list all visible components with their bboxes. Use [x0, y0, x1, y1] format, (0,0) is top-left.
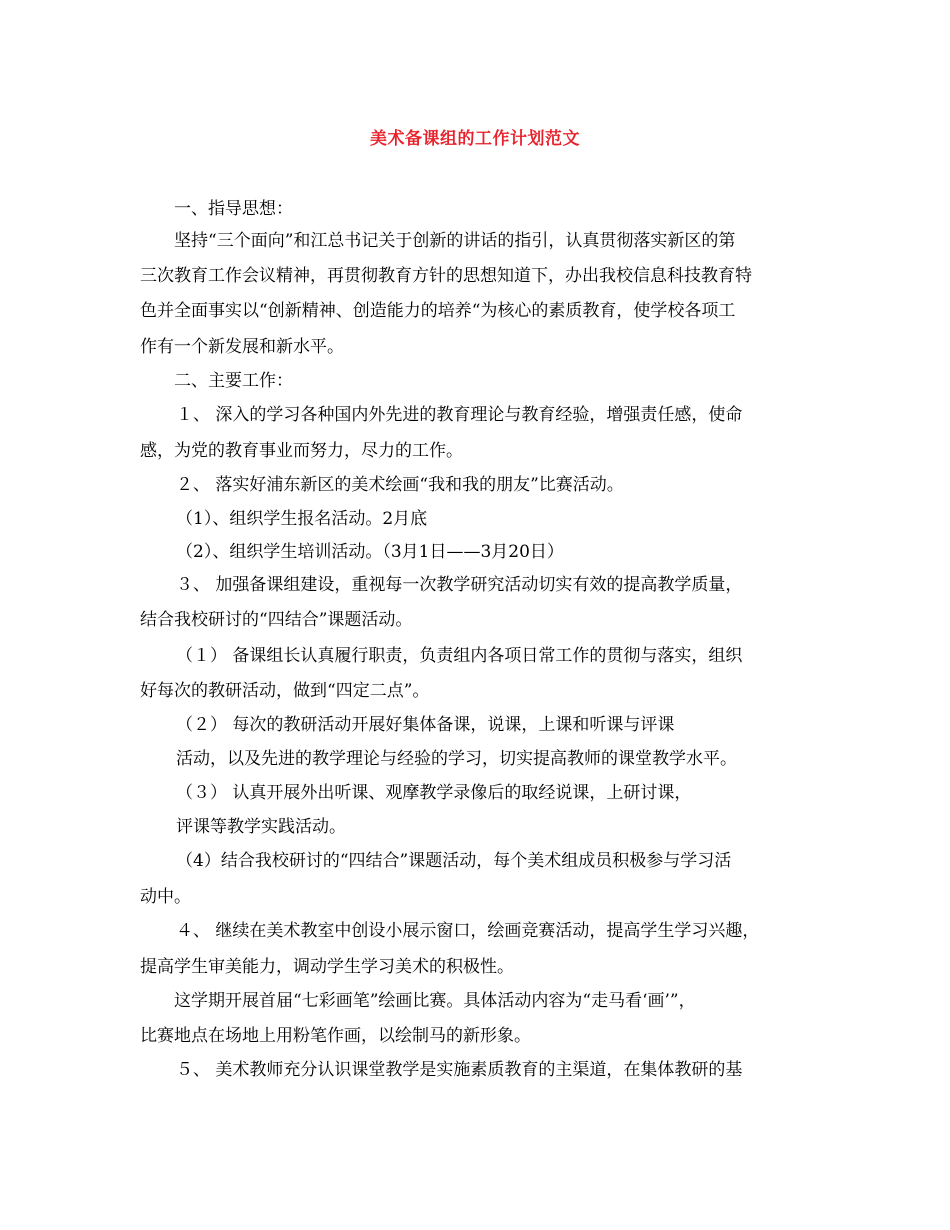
paragraph-line: 坚持“三个面向”和江总书记关于创新的讲话的指引，认真贯彻落实新区的第	[174, 231, 736, 251]
paragraph-line: 评课等教学实践活动。	[176, 817, 346, 837]
list-item-5: ５、 美术教师充分认识课堂教学是实施素质教育的主渠道，在集体教研的基	[176, 1060, 743, 1080]
list-item-4: ４、 继续在美术教室中创设小展示窗口，绘画竞赛活动，提高学生学习兴趣，	[176, 921, 760, 941]
paragraph-line: 活动，以及先进的教学理论与经验的学习，切实提高教师的课堂教学水平。	[176, 749, 737, 769]
paragraph-line: 色并全面事实以“创新精神、创造能力的培养“为核心的素质教育，使学校各项工	[140, 301, 736, 321]
paragraph-line: 作有一个新发展和新水平。	[140, 337, 344, 357]
section-heading-guiding-thought: 一、指导思想：	[174, 199, 293, 219]
sub-item-3-2: （２） 每次的教研活动开展好集体备课，说课，上课和听课与评课	[176, 715, 675, 735]
sub-item-3-3: （３） 认真开展外出听课、观摩教学录像后的取经说课，上研讨课，	[176, 783, 692, 803]
paragraph-line: 提高学生审美能力，调动学生学习美术的积极性。	[140, 957, 514, 977]
sub-item-3-4: （4）结合我校研讨的“四结合”课题活动，每个美术组成员积极参与学习活	[176, 851, 732, 871]
paragraph-line: 结合我校研讨的“四结合”课题活动。	[140, 610, 413, 630]
sub-item-2-2: （2）、组织学生培训活动。（3月1日——3月20日）	[176, 542, 564, 562]
paragraph-line: 这学期开展首届“七彩画笔”绘画比赛。具体活动内容为“走马看‘画’”，	[174, 991, 696, 1011]
list-item-1: １、 深入的学习各种国内外先进的教育理论与教育经验，增强责任感，使命	[176, 405, 743, 425]
sub-item-2-1: （1）、组织学生报名活动。2月底	[176, 509, 428, 529]
list-item-2: ２、 落实好浦东新区的美术绘画“我和我的朋友”比赛活动。	[176, 475, 624, 495]
list-item-3: ３、 加强备课组建设，重视每一次教学研究活动切实有效的提高教学质量，	[176, 575, 743, 595]
paragraph-line: 三次教育工作会议精神，再贯彻教育方针的思想知道下，办出我校信息科技教育特	[140, 266, 752, 286]
paragraph-line: 比赛地点在场地上用粉笔作画，以绘制马的新形象。	[140, 1026, 531, 1046]
section-heading-main-work: 二、主要工作：	[174, 371, 293, 391]
document-title: 美术备课组的工作计划范文	[370, 129, 580, 149]
sub-item-3-1: （１） 备课组长认真履行职责，负责组内各项日常工作的贯彻与落实，组织	[176, 646, 743, 666]
paragraph-line: 感，为党的教育事业而努力，尽力的工作。	[140, 441, 463, 461]
paragraph-line: 动中。	[140, 887, 191, 907]
paragraph-line: 好每次的教研活动，做到“四定二点”。	[140, 681, 430, 701]
